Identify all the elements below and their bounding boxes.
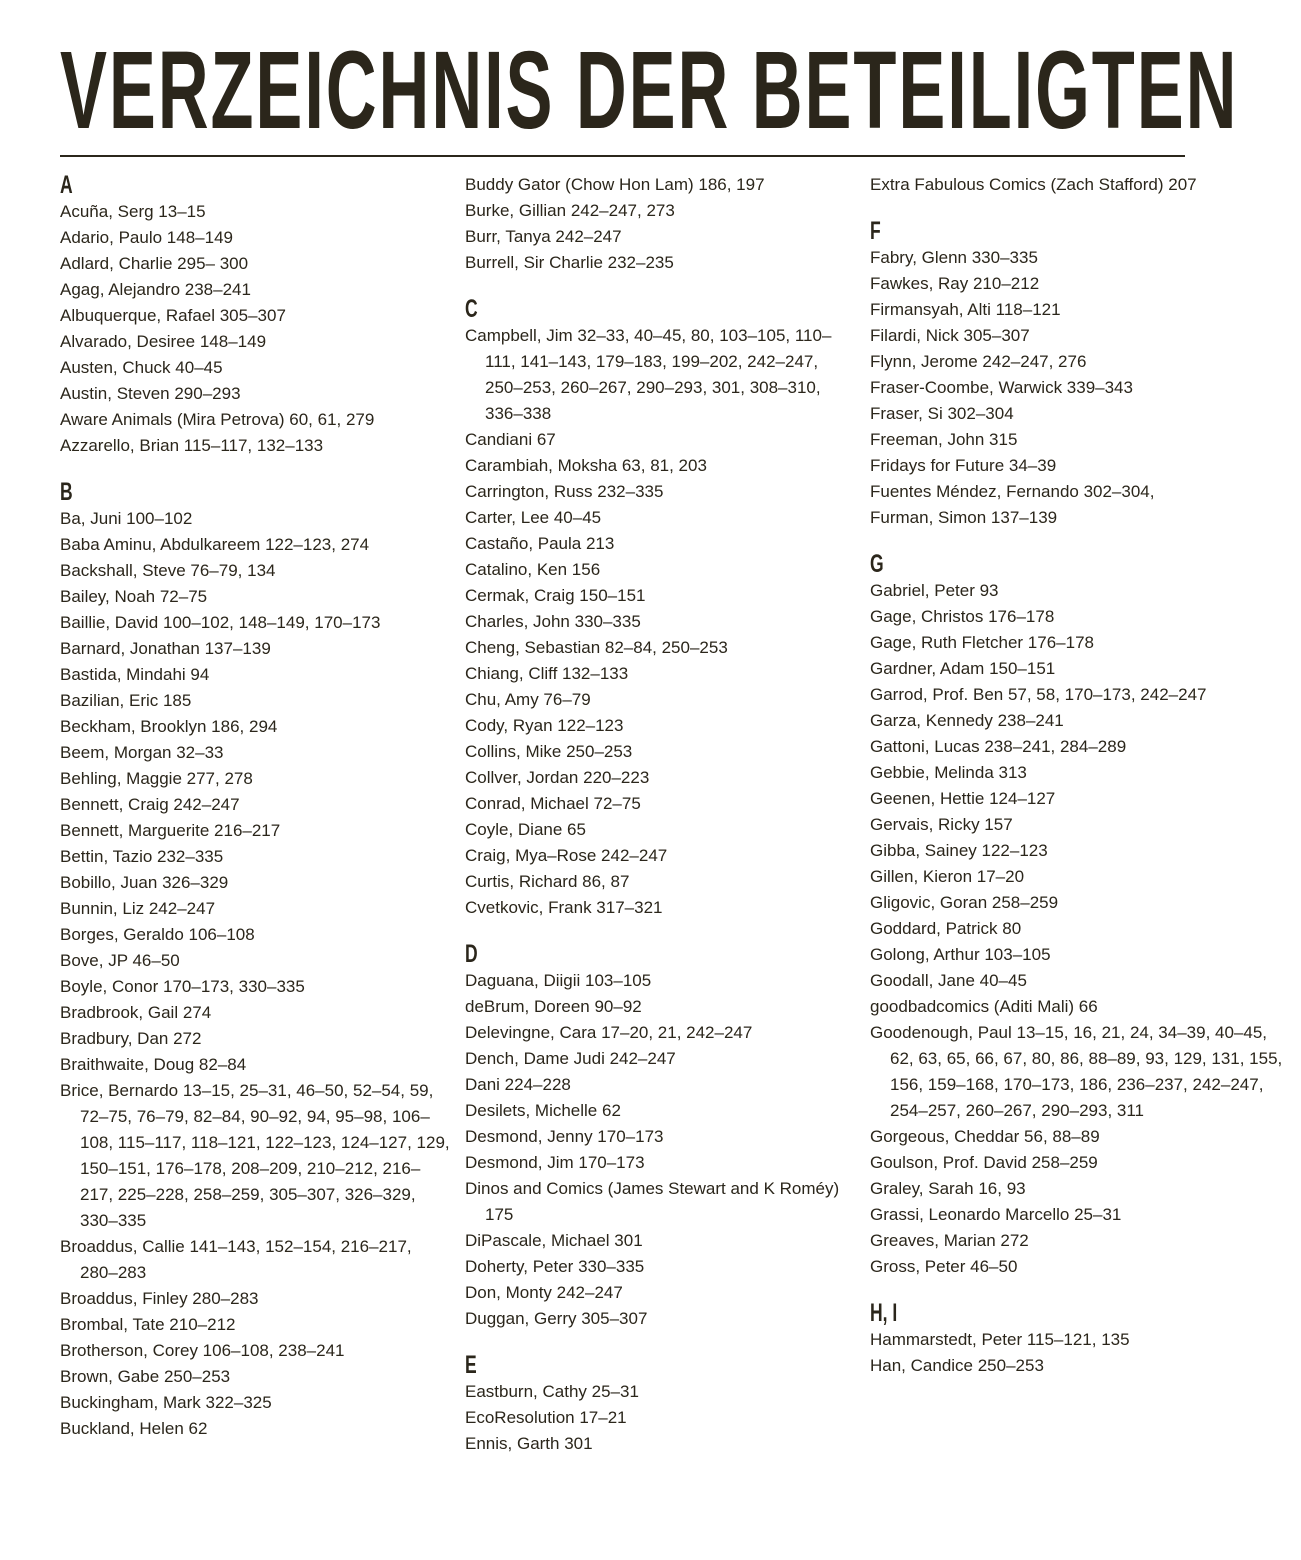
index-entry: Bove, JP 46–50 (60, 951, 180, 970)
index-entry: Bastida, Mindahi 94 (60, 665, 210, 684)
section-letter: D (465, 940, 478, 968)
index-entry: Austen, Chuck 40–45 (60, 358, 223, 377)
index-entry: Grassi, Leonardo Marcello 25–31 (870, 1205, 1122, 1224)
index-entry: Beem, Morgan 32–33 (60, 743, 224, 762)
index-entry: Filardi, Nick 305–307 (870, 326, 1030, 345)
index-entry: Agag, Alejandro 238–241 (60, 280, 251, 299)
index-entry: Chiang, Cliff 132–133 (465, 664, 629, 683)
index-entry: Gebbie, Melinda 313 (870, 763, 1027, 782)
index-section (60, 172, 450, 459)
index-entry: Craig, Mya–Rose 242–247 (465, 846, 668, 865)
index-entry: Baba Aminu, Abdulkareem 122–123, 274 (60, 535, 370, 554)
index-entry: Daguana, Diigii 103–105 (465, 971, 652, 990)
index-entry: Cody, Ryan 122–123 (465, 716, 624, 735)
index-entry: Dani 224–228 (465, 1075, 571, 1094)
index-entry: Collver, Jordan 220–223 (465, 768, 650, 787)
index-entry: Burr, Tanya 242–247 (465, 227, 622, 246)
index-entry: Gervais, Ricky 157 (870, 815, 1013, 834)
index-entry: Collins, Mike 250–253 (465, 742, 633, 761)
index-entry: goodbadcomics (Aditi Mali) 66 (870, 997, 1098, 1016)
index-entry: Bradbrook, Gail 274 (60, 1003, 212, 1022)
index-entry: Charles, John 330–335 (465, 612, 641, 631)
index-entry: Coyle, Diane 65 (465, 820, 586, 839)
index-entry: Borges, Geraldo 106–108 (60, 925, 255, 944)
index-entry: Gillen, Kieron 17–20 (870, 867, 1025, 886)
index-entry: Carambiah, Moksha 63, 81, 203 (465, 456, 707, 475)
index-entry: Han, Candice 250–253 (870, 1356, 1044, 1375)
index-entry: Bobillo, Juan 326–329 (60, 873, 229, 892)
index-entry: Desmond, Jim 170–173 (465, 1153, 645, 1172)
index-entry: Fridays for Future 34–39 (870, 456, 1057, 475)
index-column-1 (60, 172, 450, 1462)
index-entry: Broaddus, Finley 280–283 (60, 1289, 259, 1308)
index-entry: Castaño, Paula 213 (465, 534, 615, 553)
index-entry: Fawkes, Ray 210–212 (870, 274, 1040, 293)
index-entry: Gage, Christos 176–178 (870, 607, 1055, 626)
index-entry: Goodenough, Paul 13–15, 16, 21, 24, 34–39, 40–45, 62, 63, 65, 66, 67, 80, 86, 88–89, 93, 129, 131, 155, 156, 159–168, 170–173, 186, 236–237, 242–247, 254–257, 260–267, 290–293, 311 (870, 1023, 1283, 1120)
index-entry: Brotherson, Corey 106–108, 238–241 (60, 1341, 345, 1360)
index-entry: Carrington, Russ 232–335 (465, 482, 664, 501)
index-entry: Greaves, Marian 272 (870, 1231, 1029, 1250)
index-column-2 (465, 172, 855, 1477)
index-entry: Duggan, Gerry 305–307 (465, 1309, 648, 1328)
index-entry: DiPascale, Michael 301 (465, 1231, 643, 1250)
index-entry: Fraser-Coombe, Warwick 339–343 (870, 378, 1133, 397)
index-section (870, 551, 1290, 1280)
index-entry: Barnard, Jonathan 137–139 (60, 639, 271, 658)
index-entry: Geenen, Hettie 124–127 (870, 789, 1056, 808)
index-entry: Bailey, Noah 72–75 (60, 587, 208, 606)
index-entry: Broaddus, Callie 141–143, 152–154, 216–217, 280–283 (60, 1237, 412, 1282)
index-entry: Bennett, Craig 242–247 (60, 795, 240, 814)
index-entry: Bennett, Marguerite 216–217 (60, 821, 281, 840)
index-entry: Fabry, Glenn 330–335 (870, 248, 1038, 267)
index-entry: Furman, Simon 137–139 (870, 508, 1058, 527)
index-entry: Golong, Arthur 103–105 (870, 945, 1051, 964)
index-entry: Boyle, Conor 170–173, 330–335 (60, 977, 305, 996)
index-entry: Graley, Sarah 16, 93 (870, 1179, 1026, 1198)
index-entry: Curtis, Richard 86, 87 (465, 872, 630, 891)
index-entry: Catalino, Ken 156 (465, 560, 601, 579)
index-entry: EcoResolution 17–21 (465, 1408, 627, 1427)
index-entry: Brice, Bernardo 13–15, 25–31, 46–50, 52–54, 59, 72–75, 76–79, 82–84, 90–92, 94, 95–98, 106–108, 115–117, 118–121, 122–123, 124–127, 129, 150–151, 176–178, 208–209, 210–212, 216–217, 225–228, 258–259, 305–307, 326–329, 330–335 (60, 1081, 450, 1230)
index-entry: Eastburn, Cathy 25–31 (465, 1382, 639, 1401)
index-entry: Garza, Kennedy 238–241 (870, 711, 1064, 730)
section-letter: B (60, 478, 73, 506)
title-divider (60, 155, 1185, 157)
page-title: VERZEICHNIS DER BETEILIGTEN (60, 29, 1239, 152)
index-entry: Flynn, Jerome 242–247, 276 (870, 352, 1087, 371)
index-entry: Carter, Lee 40–45 (465, 508, 602, 527)
index-entry: Goddard, Patrick 80 (870, 919, 1022, 938)
index-entry: Delevingne, Cara 17–20, 21, 242–247 (465, 1023, 753, 1042)
index-entry: Ennis, Garth 301 (465, 1434, 593, 1453)
index-entry: Garrod, Prof. Ben 57, 58, 170–173, 242–247 (870, 685, 1207, 704)
section-letter: C (465, 295, 478, 323)
index-entry: Conrad, Michael 72–75 (465, 794, 641, 813)
index-entry: Gorgeous, Cheddar 56, 88–89 (870, 1127, 1100, 1146)
index-section (465, 172, 855, 276)
section-letter: E (465, 1351, 477, 1379)
index-entry: Don, Monty 242–247 (465, 1283, 623, 1302)
index-entry: Buckland, Helen 62 (60, 1419, 208, 1438)
section-letter: H, I (870, 1299, 898, 1327)
index-entry: Doherty, Peter 330–335 (465, 1257, 645, 1276)
index-entry: Dinos and Comics (James Stewart and K Roméy) 175 (465, 1179, 840, 1224)
index-entry: Hammarstedt, Peter 115–121, 135 (870, 1330, 1130, 1349)
section-letter: A (60, 171, 73, 199)
index-entry: Chu, Amy 76–79 (465, 690, 591, 709)
index-entry: Cermak, Craig 150–151 (465, 586, 646, 605)
index-entry: Adlard, Charlie 295– 300 (60, 254, 249, 273)
index-entry: Baillie, David 100–102, 148–149, 170–173 (60, 613, 381, 632)
index-entry: Gabriel, Peter 93 (870, 581, 999, 600)
index-section (465, 1352, 855, 1457)
index-entry: Albuquerque, Rafael 305–307 (60, 306, 286, 325)
index-entry: Burrell, Sir Charlie 232–235 (465, 253, 674, 272)
index-entry: Bazilian, Eric 185 (60, 691, 192, 710)
index-entry: Gardner, Adam 150–151 (870, 659, 1056, 678)
index-entry: Gage, Ruth Fletcher 176–178 (870, 633, 1094, 652)
index-section (870, 1300, 1290, 1379)
index-entry: Ba, Juni 100–102 (60, 509, 193, 528)
index-section (870, 172, 1290, 198)
index-entry: Behling, Maggie 277, 278 (60, 769, 253, 788)
index-entry: Cheng, Sebastian 82–84, 250–253 (465, 638, 728, 657)
index-entry: Burke, Gillian 242–247, 273 (465, 201, 675, 220)
index-entry: Extra Fabulous Comics (Zach Stafford) 207 (870, 175, 1197, 194)
index-entry: Buddy Gator (Chow Hon Lam) 186, 197 (465, 175, 765, 194)
index-entry: Gattoni, Lucas 238–241, 284–289 (870, 737, 1127, 756)
index-entry: Desilets, Michelle 62 (465, 1101, 621, 1120)
index-entry: Bunnin, Liz 242–247 (60, 899, 216, 918)
index-entry: Aware Animals (Mira Petrova) 60, 61, 279 (60, 410, 375, 429)
index-entry: Freeman, John 315 (870, 430, 1018, 449)
section-letter: G (870, 550, 884, 578)
index-entry: Acuña, Serg 13–15 (60, 202, 206, 221)
index-entry: Desmond, Jenny 170–173 (465, 1127, 664, 1146)
index-entry: Dench, Dame Judi 242–247 (465, 1049, 676, 1068)
index-entry: Gibba, Sainey 122–123 (870, 841, 1048, 860)
index-entry: Goulson, Prof. David 258–259 (870, 1153, 1098, 1172)
index-column-3 (870, 172, 1290, 1399)
index-entry: Firmansyah, Alti 118–121 (870, 300, 1061, 319)
index-entry: Backshall, Steve 76–79, 134 (60, 561, 276, 580)
index-entry: Candiani 67 (465, 430, 556, 449)
index-entry: Bradbury, Dan 272 (60, 1029, 202, 1048)
index-section (60, 479, 450, 1442)
index-entry: Beckham, Brooklyn 186, 294 (60, 717, 278, 736)
index-entry: Adario, Paulo 148–149 (60, 228, 233, 247)
index-entry: Braithwaite, Doug 82–84 (60, 1055, 247, 1074)
index-entry: deBrum, Doreen 90–92 (465, 997, 642, 1016)
index-section (465, 941, 855, 1332)
index-entry: Brown, Gabe 250–253 (60, 1367, 231, 1386)
index-entry: Azzarello, Brian 115–117, 132–133 (60, 436, 324, 455)
index-entry: Goodall, Jane 40–45 (870, 971, 1027, 990)
index-entry: Cvetkovic, Frank 317–321 (465, 898, 663, 917)
index-entry: Gligovic, Goran 258–259 (870, 893, 1059, 912)
index-entry: Fuentes Méndez, Fernando 302–304, (870, 482, 1155, 501)
index-section (465, 296, 855, 921)
section-letter: F (870, 217, 881, 245)
index-entry: Brombal, Tate 210–212 (60, 1315, 236, 1334)
index-entry: Buckingham, Mark 322–325 (60, 1393, 272, 1412)
index-entry: Alvarado, Desiree 148–149 (60, 332, 267, 351)
index-entry: Gross, Peter 46–50 (870, 1257, 1018, 1276)
index-entry: Austin, Steven 290–293 (60, 384, 241, 403)
index-entry: Bettin, Tazio 232–335 (60, 847, 224, 866)
index-entry: Fraser, Si 302–304 (870, 404, 1014, 423)
index-section (870, 218, 1290, 531)
index-entry: Campbell, Jim 32–33, 40–45, 80, 103–105, 110–111, 141–143, 179–183, 199–202, 242–247, 250–253, 260–267, 290–293, 301, 308–310, 336–338 (465, 326, 832, 423)
